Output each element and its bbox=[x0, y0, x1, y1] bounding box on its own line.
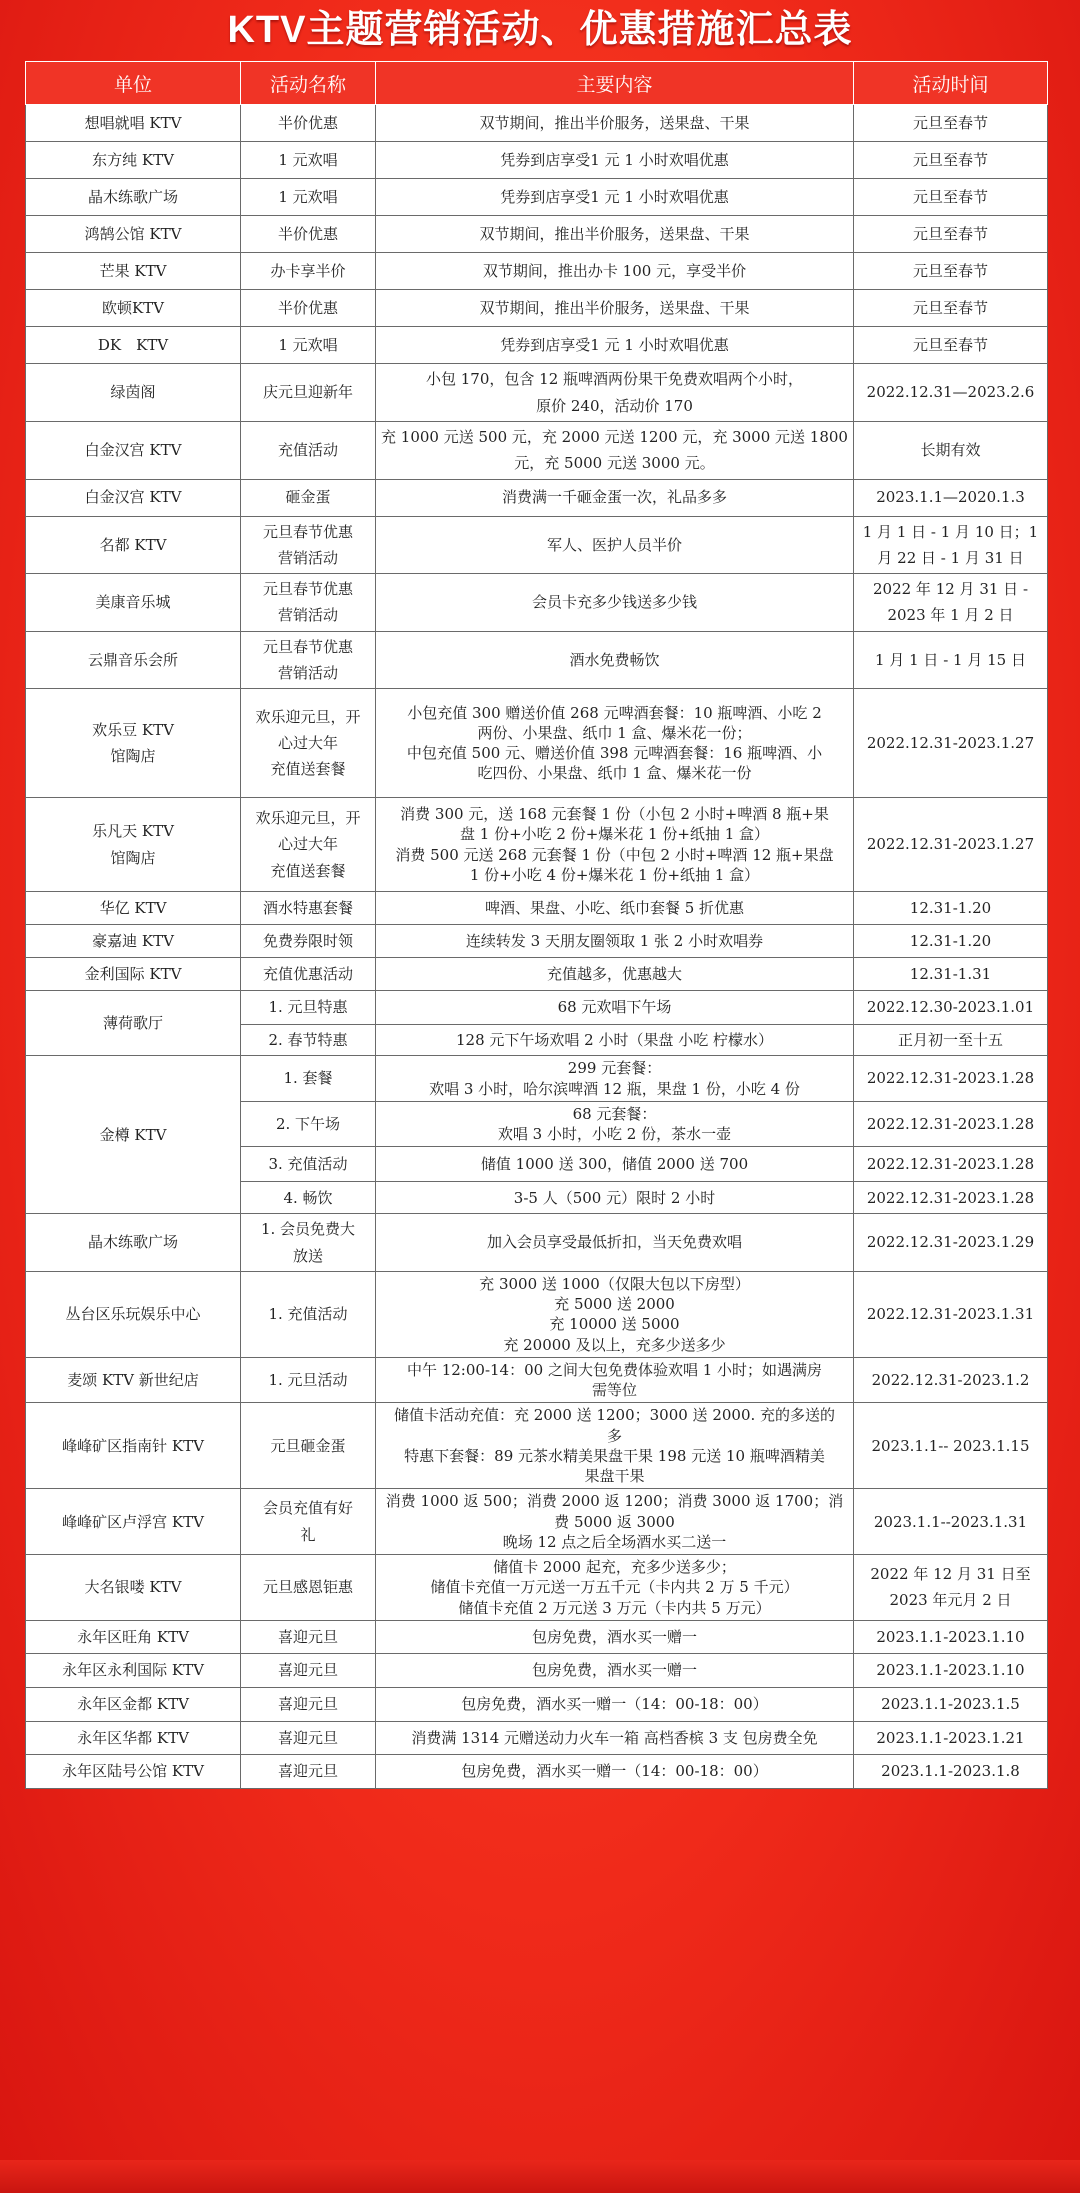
table-row bbox=[26, 1357, 1048, 1403]
unit-cell: 乐凡天 KTV 馆陶店 bbox=[26, 798, 241, 892]
table-row bbox=[26, 925, 1048, 958]
activity-name-cell: 1. 元旦特惠 bbox=[241, 991, 376, 1025]
unit-cell: 美康音乐城 bbox=[26, 574, 241, 632]
activity-name-cell: 喜迎元旦 bbox=[241, 1754, 376, 1788]
unit-cell: 白金汉宫 KTV bbox=[26, 422, 241, 480]
unit-cell: 永年区陆号公馆 KTV bbox=[26, 1754, 241, 1788]
activity-name-cell: 元旦春节优惠 营销活动 bbox=[241, 574, 376, 632]
activity-name-cell: 半价优惠 bbox=[241, 216, 376, 253]
unit-cell: 豪嘉迪 KTV bbox=[26, 925, 241, 958]
table-row bbox=[26, 253, 1048, 290]
content-cell: 包房免费，酒水买一赠一 bbox=[376, 1653, 854, 1687]
content-cell: 包房免费，酒水买一赠一（14：00-18：00） bbox=[376, 1754, 854, 1788]
unit-cell: 欧顿KTV bbox=[26, 290, 241, 327]
header-row bbox=[26, 62, 1048, 105]
unit-cell: 峰峰矿区卢浮宫 KTV bbox=[26, 1489, 241, 1555]
activity-name-cell: 半价优惠 bbox=[241, 105, 376, 142]
activity-name-cell: 4. 畅饮 bbox=[241, 1182, 376, 1214]
table-row bbox=[26, 290, 1048, 327]
time-cell: 元旦至春节 bbox=[854, 216, 1048, 253]
promo-table-container bbox=[25, 61, 1047, 1789]
activity-name-cell: 会员充值有好 礼 bbox=[241, 1489, 376, 1555]
activity-name-cell: 1. 会员免费大 放送 bbox=[241, 1214, 376, 1272]
content-cell: 小包 170，包含 12 瓶啤酒两份果干免费欢唱两个小时， 原价 240，活动价 170 bbox=[376, 364, 854, 422]
content-cell: 充 1000 元送 500 元，充 2000 元送 1200 元，充 3000 元送 1800 元，充 5000 元送 3000 元。 bbox=[376, 422, 854, 480]
activity-name-cell: 1 元欢唱 bbox=[241, 327, 376, 364]
content-cell: 中午 12:00-14：00 之间大包免费体验欢唱 1 小时；如遇满房 需等位 bbox=[376, 1357, 854, 1403]
activity-name-cell: 1. 套餐 bbox=[241, 1056, 376, 1102]
content-cell: 68 元套餐： 欢唱 3 小时，小吃 2 份，茶水一壶 bbox=[376, 1101, 854, 1147]
table-row bbox=[26, 631, 1048, 689]
time-cell: 12.31-1.20 bbox=[854, 925, 1048, 958]
table-row bbox=[26, 1056, 1048, 1102]
unit-cell: 永年区金都 KTV bbox=[26, 1687, 241, 1721]
table-row bbox=[26, 422, 1048, 480]
activity-name-cell: 1 元欢唱 bbox=[241, 142, 376, 179]
unit-cell: 名都 KTV bbox=[26, 516, 241, 574]
content-cell: 包房免费，酒水买一赠一 bbox=[376, 1620, 854, 1653]
table-row bbox=[26, 991, 1048, 1025]
content-cell: 消费 300 元，送 168 元套餐 1 份（小包 2 小时+啤酒 8 瓶+果 盘 1 份+小吃 2 份+爆米花 1 份+纸抽 1 盒） 消费 500 元送 268 元套餐 1 份（中包 2 小时+啤酒 12 瓶+果盘 1 份+小吃 4 份+爆米花 1 份+纸抽 1 盒） bbox=[376, 798, 854, 892]
activity-name-cell: 庆元旦迎新年 bbox=[241, 364, 376, 422]
activity-name-cell: 欢乐迎元旦，开 心过大年 充值送套餐 bbox=[241, 798, 376, 892]
time-cell: 12.31-1.31 bbox=[854, 958, 1048, 991]
content-cell: 凭券到店享受1 元 1 小时欢唱优惠 bbox=[376, 179, 854, 216]
unit-cell: 金利国际 KTV bbox=[26, 958, 241, 991]
table-row bbox=[26, 364, 1048, 422]
content-cell: 包房免费，酒水买一赠一（14：00-18：00） bbox=[376, 1687, 854, 1721]
activity-name-cell: 2. 春节特惠 bbox=[241, 1025, 376, 1056]
time-cell: 2022.12.31-2023.1.28 bbox=[854, 1182, 1048, 1214]
time-cell: 2023.1.1-2023.1.10 bbox=[854, 1620, 1048, 1653]
table-row bbox=[26, 105, 1048, 142]
activity-name-cell: 半价优惠 bbox=[241, 290, 376, 327]
content-cell: 双节期间，推出半价服务，送果盘、干果 bbox=[376, 105, 854, 142]
time-cell: 2022.12.31-2023.1.27 bbox=[854, 798, 1048, 892]
unit-cell: 峰峰矿区指南针 KTV bbox=[26, 1403, 241, 1489]
activity-name-cell: 3. 充值活动 bbox=[241, 1147, 376, 1182]
table-row bbox=[26, 798, 1048, 892]
content-cell: 68 元欢唱下午场 bbox=[376, 991, 854, 1025]
content-cell: 双节期间，推出半价服务，送果盘、干果 bbox=[376, 216, 854, 253]
unit-cell: 白金汉宫 KTV bbox=[26, 479, 241, 516]
content-cell: 299 元套餐： 欢唱 3 小时，哈尔滨啤酒 12 瓶，果盘 1 份，小吃 4 份 bbox=[376, 1056, 854, 1102]
content-cell: 连续转发 3 天朋友圈领取 1 张 2 小时欢唱券 bbox=[376, 925, 854, 958]
content-cell: 128 元下午场欢唱 2 小时（果盘 小吃 柠檬水） bbox=[376, 1025, 854, 1056]
unit-cell: 华亿 KTV bbox=[26, 892, 241, 925]
time-cell: 2023.1.1--2023.1.31 bbox=[854, 1489, 1048, 1555]
table-row bbox=[26, 179, 1048, 216]
time-cell: 2023.1.1-2023.1.5 bbox=[854, 1687, 1048, 1721]
content-cell: 双节期间，推出办卡 100 元，享受半价 bbox=[376, 253, 854, 290]
time-cell: 2023.1.1-2023.1.21 bbox=[854, 1721, 1048, 1754]
time-cell: 2022.12.31-2023.1.27 bbox=[854, 689, 1048, 798]
table-row bbox=[26, 1721, 1048, 1754]
time-cell: 元旦至春节 bbox=[854, 253, 1048, 290]
time-cell: 2022.12.31-2023.1.28 bbox=[854, 1056, 1048, 1102]
page-title: KTV主题营销活动、优惠措施汇总表 bbox=[227, 9, 853, 51]
content-cell: 消费满一千砸金蛋一次，礼品多多 bbox=[376, 479, 854, 516]
unit-cell: 永年区华都 KTV bbox=[26, 1721, 241, 1754]
content-cell: 加入会员享受最低折扣，当天免费欢唱 bbox=[376, 1214, 854, 1272]
unit-cell: 金樽 KTV bbox=[26, 1056, 241, 1214]
content-cell: 充 3000 送 1000（仅限大包以下房型） 充 5000 送 2000 充 10000 送 5000 充 20000 及以上，充多少送多少 bbox=[376, 1271, 854, 1357]
content-cell: 充值越多，优惠越大 bbox=[376, 958, 854, 991]
unit-cell: 丛台区乐玩娱乐中心 bbox=[26, 1271, 241, 1357]
activity-name-cell: 1. 元旦活动 bbox=[241, 1357, 376, 1403]
header-time: 活动时间 bbox=[854, 62, 1048, 105]
time-cell: 2022.12.31-2023.1.28 bbox=[854, 1147, 1048, 1182]
time-cell: 2022 年 12 月 31 日 - 2023 年 1 月 2 日 bbox=[854, 574, 1048, 632]
unit-cell: 薄荷歌厅 bbox=[26, 991, 241, 1056]
activity-name-cell: 元旦春节优惠 营销活动 bbox=[241, 631, 376, 689]
activity-name-cell: 元旦春节优惠 营销活动 bbox=[241, 516, 376, 574]
activity-name-cell: 酒水特惠套餐 bbox=[241, 892, 376, 925]
unit-cell: 芒果 KTV bbox=[26, 253, 241, 290]
time-cell: 元旦至春节 bbox=[854, 105, 1048, 142]
unit-cell: 麦颂 KTV 新世纪店 bbox=[26, 1357, 241, 1403]
time-cell: 1 月 1 日 - 1 月 10 日；1 月 22 日 - 1 月 31 日 bbox=[854, 516, 1048, 574]
time-cell: 2022.12.31-2023.1.31 bbox=[854, 1271, 1048, 1357]
time-cell: 12.31-1.20 bbox=[854, 892, 1048, 925]
table-row bbox=[26, 1620, 1048, 1653]
unit-cell: 晶木练歌广场 bbox=[26, 179, 241, 216]
time-cell: 2022.12.31-2023.1.28 bbox=[854, 1101, 1048, 1147]
activity-name-cell: 充值活动 bbox=[241, 422, 376, 480]
table-row bbox=[26, 516, 1048, 574]
unit-cell: 欢乐豆 KTV 馆陶店 bbox=[26, 689, 241, 798]
time-cell: 元旦至春节 bbox=[854, 179, 1048, 216]
content-cell: 消费满 1314 元赠送动力火车一箱 高档香槟 3 支 包房费全免 bbox=[376, 1721, 854, 1754]
activity-name-cell: 喜迎元旦 bbox=[241, 1653, 376, 1687]
activity-name-cell: 喜迎元旦 bbox=[241, 1620, 376, 1653]
time-cell: 元旦至春节 bbox=[854, 327, 1048, 364]
unit-cell: 晶木练歌广场 bbox=[26, 1214, 241, 1272]
table-row bbox=[26, 479, 1048, 516]
table-row bbox=[26, 958, 1048, 991]
content-cell: 啤酒、果盘、小吃、纸巾套餐 5 折优惠 bbox=[376, 892, 854, 925]
table-row bbox=[26, 1653, 1048, 1687]
table-row bbox=[26, 1555, 1048, 1621]
activity-name-cell: 2. 下午场 bbox=[241, 1101, 376, 1147]
time-cell: 2022.12.31—2023.2.6 bbox=[854, 364, 1048, 422]
content-cell: 酒水免费畅饮 bbox=[376, 631, 854, 689]
unit-cell: DK KTV bbox=[26, 327, 241, 364]
time-cell: 2022.12.30-2023.1.01 bbox=[854, 991, 1048, 1025]
content-cell: 消费 1000 返 500；消费 2000 返 1200；消费 3000 返 1700；消 费 5000 返 3000 晚场 12 点之后全场酒水买二送一 bbox=[376, 1489, 854, 1555]
activity-name-cell: 免费券限时领 bbox=[241, 925, 376, 958]
table-row bbox=[26, 216, 1048, 253]
content-cell: 储值卡 2000 起充，充多少送多少； 储值卡充值一万元送一万五千元（卡内共 2 万 5 千元） 储值卡充值 2 万元送 3 万元（卡内共 5 万元） bbox=[376, 1555, 854, 1621]
table-row bbox=[26, 1754, 1048, 1788]
unit-cell: 永年区旺角 KTV bbox=[26, 1620, 241, 1653]
unit-cell: 绿茵阁 bbox=[26, 364, 241, 422]
table-row bbox=[26, 142, 1048, 179]
unit-cell: 云鼎音乐会所 bbox=[26, 631, 241, 689]
table-row bbox=[26, 689, 1048, 798]
time-cell: 1 月 1 日 - 1 月 15 日 bbox=[854, 631, 1048, 689]
content-cell: 小包充值 300 赠送价值 268 元啤酒套餐：10 瓶啤酒、小吃 2 两份、小果盘、纸巾 1 盒、爆米花一份； 中包充值 500 元、赠送价值 398 元啤酒套餐：16 瓶啤酒、小 吃四份、小果盘、纸巾 1 盒、爆米花一份 bbox=[376, 689, 854, 798]
unit-cell: 大名银喽 KTV bbox=[26, 1555, 241, 1621]
promo-table bbox=[25, 61, 1048, 1789]
time-cell: 2023.1.1-2023.1.8 bbox=[854, 1754, 1048, 1788]
activity-name-cell: 充值优惠活动 bbox=[241, 958, 376, 991]
content-cell: 3-5 人（500 元）限时 2 小时 bbox=[376, 1182, 854, 1214]
unit-cell: 想唱就唱 KTV bbox=[26, 105, 241, 142]
time-cell: 正月初一至十五 bbox=[854, 1025, 1048, 1056]
header-activity-name: 活动名称 bbox=[241, 62, 376, 105]
activity-name-cell: 砸金蛋 bbox=[241, 479, 376, 516]
unit-cell: 永年区永利国际 KTV bbox=[26, 1653, 241, 1687]
header-content: 主要内容 bbox=[376, 62, 854, 105]
content-cell: 双节期间，推出半价服务，送果盘、干果 bbox=[376, 290, 854, 327]
table-row bbox=[26, 1403, 1048, 1489]
time-cell: 2023.1.1-2023.1.10 bbox=[854, 1653, 1048, 1687]
content-cell: 军人、医护人员半价 bbox=[376, 516, 854, 574]
unit-cell: 鸿鹄公馆 KTV bbox=[26, 216, 241, 253]
activity-name-cell: 1 元欢唱 bbox=[241, 179, 376, 216]
activity-name-cell: 喜迎元旦 bbox=[241, 1687, 376, 1721]
time-cell: 2022.12.31-2023.1.2 bbox=[854, 1357, 1048, 1403]
table-row bbox=[26, 327, 1048, 364]
activity-name-cell: 1. 充值活动 bbox=[241, 1271, 376, 1357]
table-row bbox=[26, 574, 1048, 632]
time-cell: 2023.1.1-- 2023.1.15 bbox=[854, 1403, 1048, 1489]
table-body bbox=[26, 105, 1048, 1789]
content-cell: 储值 1000 送 300，储值 2000 送 700 bbox=[376, 1147, 854, 1182]
table-row bbox=[26, 1687, 1048, 1721]
bottom-background bbox=[0, 2160, 1080, 2193]
table-row bbox=[26, 892, 1048, 925]
time-cell: 长期有效 bbox=[854, 422, 1048, 480]
activity-name-cell: 喜迎元旦 bbox=[241, 1721, 376, 1754]
activity-name-cell: 办卡享半价 bbox=[241, 253, 376, 290]
content-cell: 凭券到店享受1 元 1 小时欢唱优惠 bbox=[376, 327, 854, 364]
time-cell: 元旦至春节 bbox=[854, 290, 1048, 327]
table-row bbox=[26, 1214, 1048, 1272]
time-cell: 2022 年 12 月 31 日至 2023 年元月 2 日 bbox=[854, 1555, 1048, 1621]
header-unit: 单位 bbox=[26, 62, 241, 105]
activity-name-cell: 欢乐迎元旦，开 心过大年 充值送套餐 bbox=[241, 689, 376, 798]
time-cell: 2022.12.31-2023.1.29 bbox=[854, 1214, 1048, 1272]
activity-name-cell: 元旦感恩钜惠 bbox=[241, 1555, 376, 1621]
time-cell: 2023.1.1—2020.1.3 bbox=[854, 479, 1048, 516]
content-cell: 凭券到店享受1 元 1 小时欢唱优惠 bbox=[376, 142, 854, 179]
activity-name-cell: 元旦砸金蛋 bbox=[241, 1403, 376, 1489]
time-cell: 元旦至春节 bbox=[854, 142, 1048, 179]
table-row bbox=[26, 1271, 1048, 1357]
unit-cell: 东方纯 KTV bbox=[26, 142, 241, 179]
content-cell: 储值卡活动充值：充 2000 送 1200；3000 送 2000. 充的多送的 多 特惠下套餐：89 元茶水精美果盘干果 198 元送 10 瓶啤酒精美 果盘干果 bbox=[376, 1403, 854, 1489]
content-cell: 会员卡充多少钱送多少钱 bbox=[376, 574, 854, 632]
table-row bbox=[26, 1489, 1048, 1555]
